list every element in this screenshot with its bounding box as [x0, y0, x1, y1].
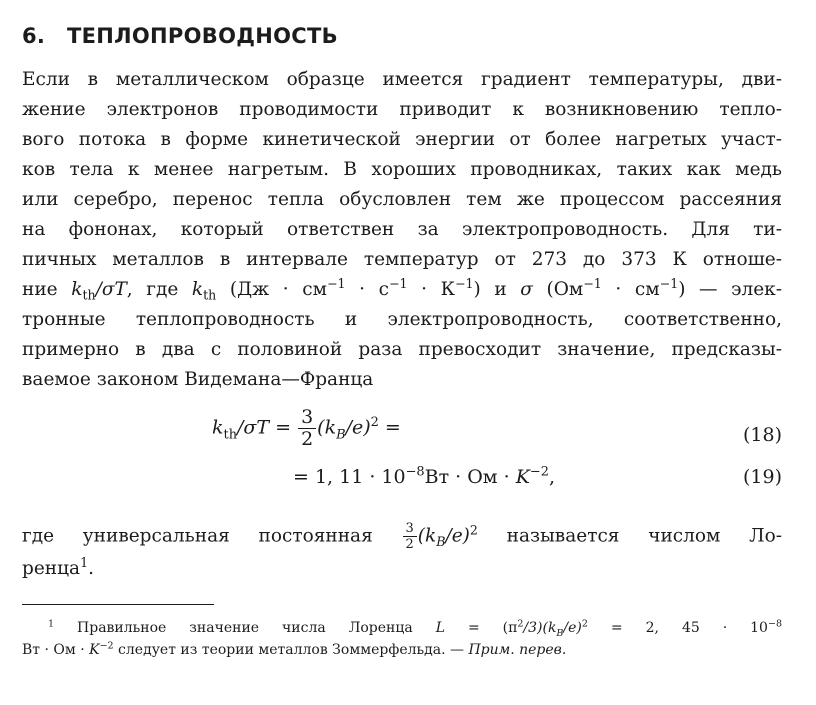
text-fragment: = 2, 45 · 10 — [587, 620, 768, 636]
superscript: −1 — [327, 275, 346, 291]
fraction-numerator: 3 — [298, 408, 316, 429]
text-fragment: ) — элек- — [678, 279, 782, 300]
after-equation-line-2 — [22, 556, 782, 581]
equation-number-19: (19) — [742, 466, 782, 488]
paragraph-line-4: ков тела к менее нагретым. В хороших проводниках, таких как медь — [22, 159, 782, 180]
paragraph-line-8 — [22, 277, 782, 302]
text-fragment: , где — [126, 279, 192, 300]
equals-sign: = — [378, 416, 401, 439]
superscript: −1 — [454, 275, 474, 291]
subscript-b: B — [556, 627, 564, 639]
subscript-b: B — [436, 534, 446, 550]
symbol-sigma: σ — [520, 279, 533, 300]
text-fragment: следует из теории металлов Зоммерфельда. — — [113, 642, 469, 658]
symbol-k: k — [71, 279, 83, 300]
section-title: ТЕПЛОПРОВОДНОСТЬ — [67, 24, 338, 48]
paragraph-line-11: ваемое законом Видемана—Франца — [22, 369, 374, 390]
superscript: −1 — [659, 275, 679, 291]
equation-18 — [212, 408, 401, 449]
expression: /e) — [445, 525, 470, 547]
after-equation-line-1 — [22, 522, 782, 551]
symbol-k-kelvin: K — [515, 466, 530, 488]
expression: /3)(k — [523, 620, 557, 636]
text-fragment: · К — [407, 279, 455, 300]
paragraph-line-5: или серебро, перенос тепла обусловлен тем же процессом рассеяния — [22, 189, 782, 210]
fraction-numerator: 3 — [403, 522, 417, 537]
text-fragment: = (π — [445, 620, 518, 636]
footnote-line-2 — [22, 640, 782, 660]
fraction-denominator: 2 — [405, 537, 414, 552]
symbol-sigma-t: /σT — [95, 279, 127, 300]
paragraph-line-6: на фононах, который ответствен за электропроводность. Для ти- — [22, 219, 782, 240]
superscript: −8 — [767, 618, 782, 630]
section-heading — [22, 24, 338, 48]
footnote-number: 1 — [48, 618, 55, 630]
superscript: −1 — [389, 275, 408, 291]
text-fragment: (Ом — [532, 279, 584, 300]
superscript: 2 — [370, 415, 379, 431]
text-fragment: ние — [22, 279, 72, 300]
subscript-b: B — [336, 427, 346, 443]
symbol-l: L — [435, 620, 445, 636]
paragraph-line-2: жение электронов проводимости приводит к возникновению тепло- — [22, 99, 782, 120]
text-fragment: где универсальная постоянная — [22, 525, 402, 547]
translator-note: Прим. перев. — [468, 642, 567, 658]
footnote-line-1 — [22, 618, 782, 638]
text-fragment: ) и — [473, 279, 521, 300]
text-fragment: (Дж · см — [216, 279, 327, 300]
paragraph-line-3: вого потока в форме кинетической энергии от более нагретых участ- — [22, 129, 782, 150]
equation-lhs: /σT = — [237, 416, 298, 439]
paragraph-line-7: пичных металлов в интервале температур от 273 до 373 К отноше- — [22, 249, 782, 270]
paragraph-line-1: Если в металлическом образце имеется градиент температуры, дви- — [22, 69, 782, 90]
fraction-three-halves — [403, 522, 417, 551]
equation-number-18: (18) — [742, 424, 782, 446]
symbol-k-kelvin: K — [89, 642, 100, 658]
equation-units: Вт · Ом · — [424, 466, 516, 488]
fraction-three-halves — [298, 408, 316, 449]
text-fragment: Правильное значение числа Лоренца — [54, 620, 436, 636]
symbol-k-b: (k — [317, 416, 337, 439]
footnote-marker: 1 — [80, 554, 89, 570]
superscript: −2 — [99, 640, 114, 652]
section-number: 6. — [22, 24, 46, 48]
symbol-k: k — [191, 279, 204, 300]
footnote-units: Вт · Ом · — [22, 642, 90, 658]
equation-rhs: /e) — [345, 416, 371, 439]
fraction-denominator: 2 — [301, 428, 314, 450]
text-fragment: называется числом Ло- — [477, 525, 782, 547]
text-fragment: · с — [345, 279, 389, 300]
equation-value: = 1, 11 · 10 — [293, 466, 406, 488]
subscript-th: th — [82, 287, 96, 303]
subscript-th: th — [223, 427, 238, 443]
paragraph-line-10: примерно в два с половиной раза превосходит значение, предсказы- — [22, 339, 782, 360]
footnote-divider — [22, 604, 214, 605]
symbol-k: k — [212, 416, 224, 439]
superscript: 2 — [581, 618, 588, 630]
symbol-k-b: (k — [417, 525, 437, 547]
superscript: −2 — [529, 464, 549, 480]
text-fragment: · см — [601, 279, 660, 300]
expression: /e) — [563, 620, 582, 636]
period: . — [88, 558, 94, 579]
text-fragment: ренца — [22, 558, 81, 579]
superscript: −1 — [583, 275, 602, 291]
subscript-th: th — [203, 287, 217, 303]
comma: , — [548, 466, 555, 488]
paragraph-line-9: тронные теплопроводность и электропроводность, соответственно, — [22, 309, 782, 330]
superscript: −8 — [405, 464, 425, 480]
superscript: 2 — [517, 618, 524, 630]
equation-19 — [293, 466, 555, 488]
superscript: 2 — [469, 522, 478, 538]
